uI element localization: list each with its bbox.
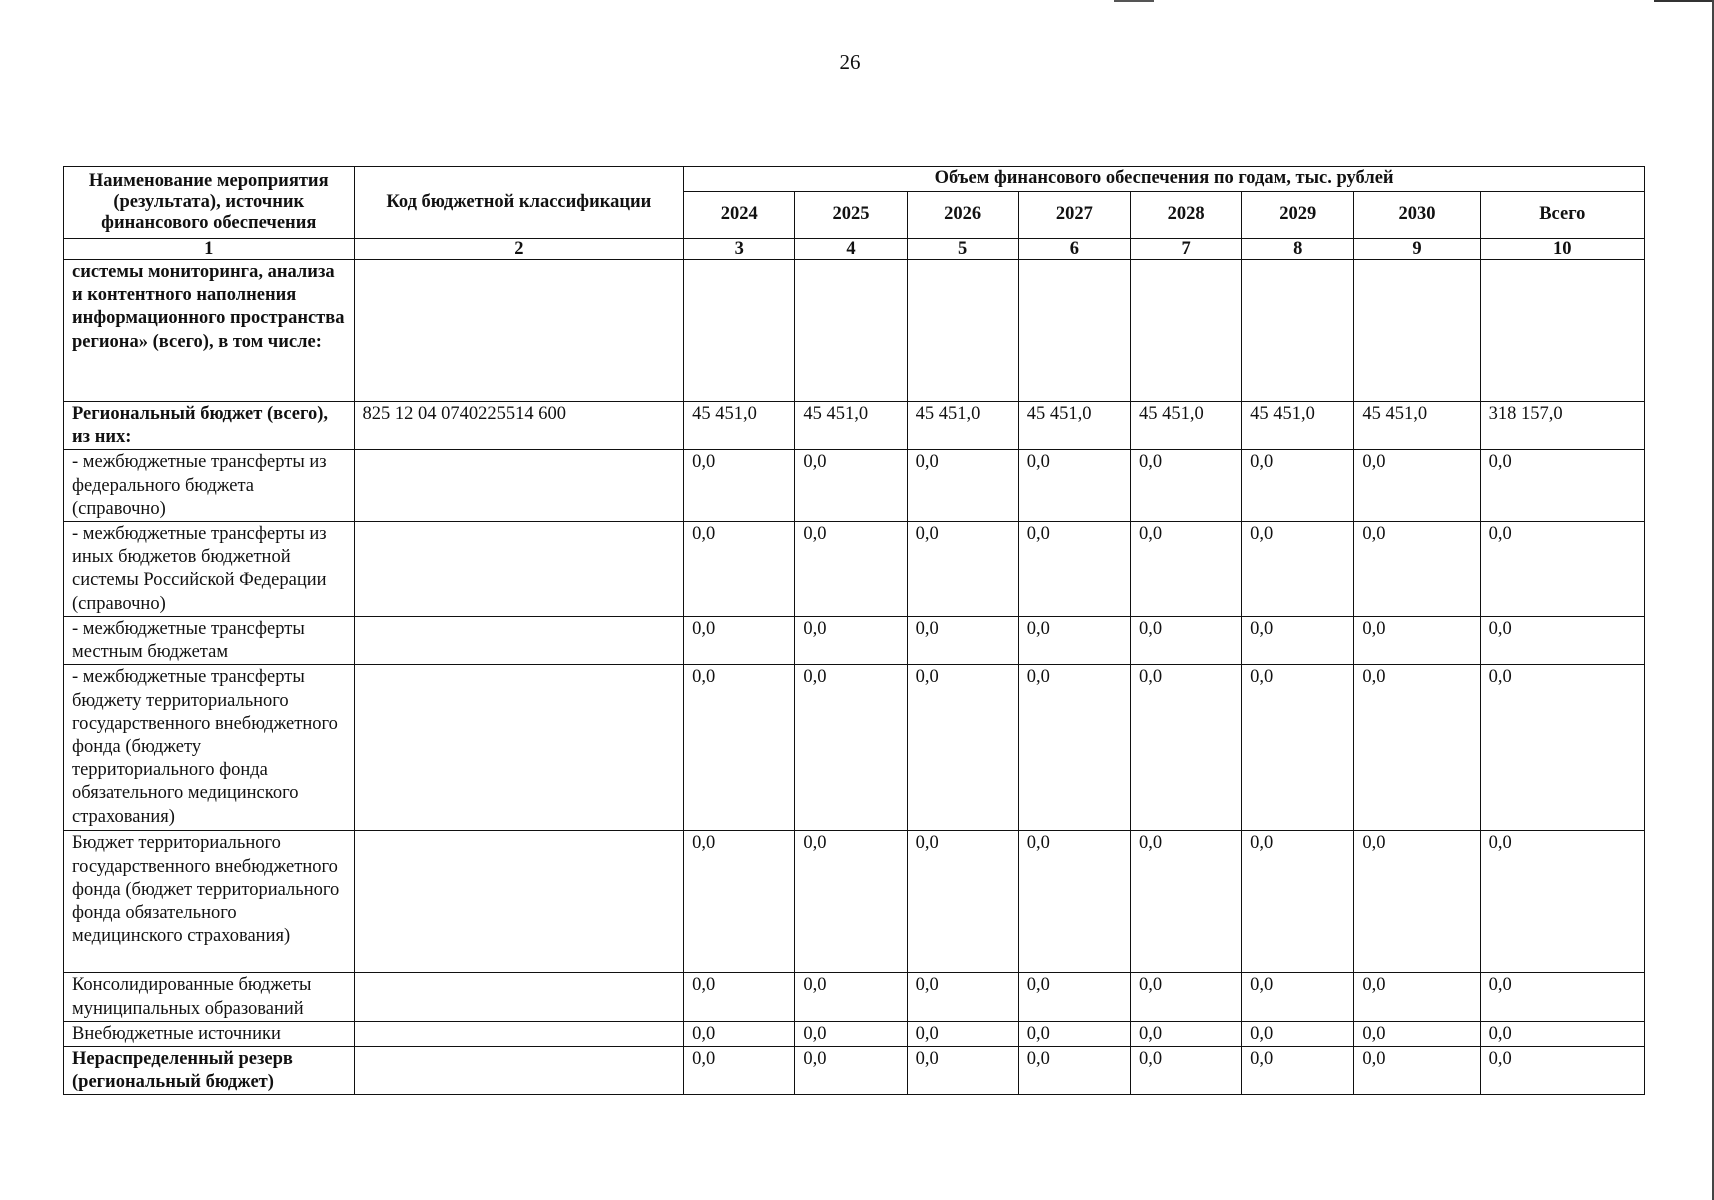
header-total: Всего — [1480, 192, 1644, 239]
row-value: 0,0 — [1130, 450, 1241, 522]
table-row — [64, 402, 1645, 450]
row-value: 0,0 — [1354, 522, 1480, 617]
row-value: 45 451,0 — [795, 402, 907, 450]
row-value: 0,0 — [1018, 450, 1130, 522]
row-value: 0,0 — [1480, 831, 1644, 973]
row-value: 0,0 — [1354, 617, 1480, 665]
row-value: 45 451,0 — [1354, 402, 1480, 450]
row-name: Бюджет территориального государственного внебюджетного фонда (бюджет территориального фонда обязательного медицинского страхования) — [64, 831, 355, 973]
row-value: 0,0 — [1480, 973, 1644, 1021]
row-value — [684, 260, 795, 402]
row-value — [1242, 260, 1354, 402]
header-year: 2024 — [684, 192, 795, 239]
row-value: 0,0 — [795, 450, 907, 522]
row-value: 0,0 — [684, 1021, 795, 1046]
column-number: 2 — [354, 239, 684, 260]
row-value: 0,0 — [1242, 1021, 1354, 1046]
row-value: 0,0 — [907, 1021, 1018, 1046]
row-value: 45 451,0 — [907, 402, 1018, 450]
row-value: 0,0 — [1130, 665, 1241, 831]
column-number: 4 — [795, 239, 907, 260]
row-value: 0,0 — [907, 522, 1018, 617]
row-value: 0,0 — [795, 665, 907, 831]
row-value: 318 157,0 — [1480, 402, 1644, 450]
row-value: 0,0 — [1018, 1047, 1130, 1095]
row-value: 0,0 — [1242, 831, 1354, 973]
row-value: 0,0 — [684, 973, 795, 1021]
header-year: 2026 — [907, 192, 1018, 239]
row-value: 0,0 — [684, 1047, 795, 1095]
table-row — [64, 260, 1645, 402]
row-code — [354, 973, 684, 1021]
row-code — [354, 522, 684, 617]
row-value: 0,0 — [907, 1047, 1018, 1095]
header-year: 2030 — [1354, 192, 1480, 239]
table-row — [64, 1021, 1645, 1046]
row-value: 0,0 — [1242, 617, 1354, 665]
column-numbers-row — [64, 239, 1645, 260]
row-name: системы мониторинга, анализа и контентного наполнения информационного пространства региона» (всего), в том числе: — [64, 260, 355, 402]
row-name: Региональный бюджет (всего), из них: — [64, 402, 355, 450]
column-number: 3 — [684, 239, 795, 260]
row-name: Нераспределенный резерв (региональный бюджет) — [64, 1047, 355, 1095]
table-row — [64, 831, 1645, 973]
row-value: 0,0 — [684, 665, 795, 831]
row-value: 0,0 — [1480, 665, 1644, 831]
row-code — [354, 617, 684, 665]
row-value: 0,0 — [1130, 617, 1241, 665]
header-year: 2029 — [1242, 192, 1354, 239]
row-value: 45 451,0 — [1130, 402, 1241, 450]
row-value — [1354, 260, 1480, 402]
row-name: Внебюджетные источники — [64, 1021, 355, 1046]
row-value: 0,0 — [907, 450, 1018, 522]
row-value: 0,0 — [1130, 973, 1241, 1021]
row-value: 0,0 — [907, 973, 1018, 1021]
scan-edge-mark — [1114, 0, 1154, 2]
row-value: 0,0 — [1242, 665, 1354, 831]
row-code — [354, 665, 684, 831]
row-name: - межбюджетные трансферты бюджету территориального государственного внебюджетного фонда (бюджету территориального фонда обязательного медицинского страхования) — [64, 665, 355, 831]
header-row-top — [64, 167, 1645, 192]
row-value: 0,0 — [1018, 665, 1130, 831]
row-value: 0,0 — [1480, 1047, 1644, 1095]
row-code — [354, 831, 684, 973]
row-value: 0,0 — [1018, 617, 1130, 665]
row-value: 0,0 — [907, 665, 1018, 831]
row-value: 0,0 — [1242, 450, 1354, 522]
column-number: 7 — [1130, 239, 1241, 260]
row-value: 0,0 — [795, 831, 907, 973]
row-value: 0,0 — [1242, 1047, 1354, 1095]
row-value: 0,0 — [1018, 973, 1130, 1021]
row-value — [795, 260, 907, 402]
row-value: 0,0 — [907, 617, 1018, 665]
table-row — [64, 617, 1645, 665]
header-year: 2025 — [795, 192, 907, 239]
row-value: 0,0 — [1480, 522, 1644, 617]
header-year: 2028 — [1130, 192, 1241, 239]
header-year: 2027 — [1018, 192, 1130, 239]
row-value: 0,0 — [795, 973, 907, 1021]
row-value — [907, 260, 1018, 402]
row-code: 825 12 04 0740225514 600 — [354, 402, 684, 450]
row-name: - межбюджетные трансферты из иных бюджетов бюджетной системы Российской Федерации (справочно) — [64, 522, 355, 617]
row-name: - межбюджетные трансферты из федерального бюджета (справочно) — [64, 450, 355, 522]
table-row — [64, 522, 1645, 617]
row-value: 0,0 — [795, 617, 907, 665]
column-number: 5 — [907, 239, 1018, 260]
row-value: 0,0 — [1354, 831, 1480, 973]
page-number: 26 — [839, 50, 861, 74]
row-value — [1480, 260, 1644, 402]
row-value: 0,0 — [795, 1047, 907, 1095]
row-value: 0,0 — [684, 522, 795, 617]
row-value: 45 451,0 — [1018, 402, 1130, 450]
row-value: 0,0 — [1354, 973, 1480, 1021]
header-name-column: Наименование мероприятия (результата), источник финансового обеспечения — [64, 167, 355, 239]
column-number: 6 — [1018, 239, 1130, 260]
financing-table — [63, 166, 1645, 1095]
row-code — [354, 260, 684, 402]
row-value: 0,0 — [1480, 1021, 1644, 1046]
column-number: 1 — [64, 239, 355, 260]
row-value — [1130, 260, 1241, 402]
row-value: 0,0 — [1480, 450, 1644, 522]
row-name: - межбюджетные трансферты местным бюджетам — [64, 617, 355, 665]
table-row — [64, 973, 1645, 1021]
column-number: 8 — [1242, 239, 1354, 260]
row-value: 45 451,0 — [1242, 402, 1354, 450]
row-value: 0,0 — [684, 831, 795, 973]
row-value: 0,0 — [1354, 1021, 1480, 1046]
table-row — [64, 450, 1645, 522]
row-value: 0,0 — [1242, 973, 1354, 1021]
row-value: 0,0 — [684, 617, 795, 665]
table-row — [64, 1047, 1645, 1095]
row-code — [354, 1047, 684, 1095]
row-value: 0,0 — [1018, 522, 1130, 617]
row-value: 0,0 — [795, 1021, 907, 1046]
row-code — [354, 450, 684, 522]
row-value: 0,0 — [1480, 617, 1644, 665]
row-value: 0,0 — [1130, 1021, 1241, 1046]
row-code — [354, 1021, 684, 1046]
row-value: 0,0 — [1354, 1047, 1480, 1095]
row-value: 0,0 — [1354, 450, 1480, 522]
table-row — [64, 665, 1645, 831]
scan-edge-mark — [1654, 0, 1714, 2]
row-value — [1018, 260, 1130, 402]
row-value: 0,0 — [1242, 522, 1354, 617]
column-number: 10 — [1480, 239, 1644, 260]
row-value: 0,0 — [1130, 1047, 1241, 1095]
row-value: 0,0 — [1354, 665, 1480, 831]
header-volume-group: Объем финансового обеспечения по годам, тыс. рублей — [684, 167, 1645, 192]
row-value: 0,0 — [907, 831, 1018, 973]
row-value: 0,0 — [1018, 831, 1130, 973]
row-value: 45 451,0 — [684, 402, 795, 450]
row-value: 0,0 — [684, 450, 795, 522]
row-value: 0,0 — [1130, 831, 1241, 973]
row-value: 0,0 — [795, 522, 907, 617]
header-code-column: Код бюджетной классификации — [354, 167, 684, 239]
row-value: 0,0 — [1018, 1021, 1130, 1046]
column-number: 9 — [1354, 239, 1480, 260]
row-value: 0,0 — [1130, 522, 1241, 617]
row-name: Консолидированные бюджеты муниципальных образований — [64, 973, 355, 1021]
